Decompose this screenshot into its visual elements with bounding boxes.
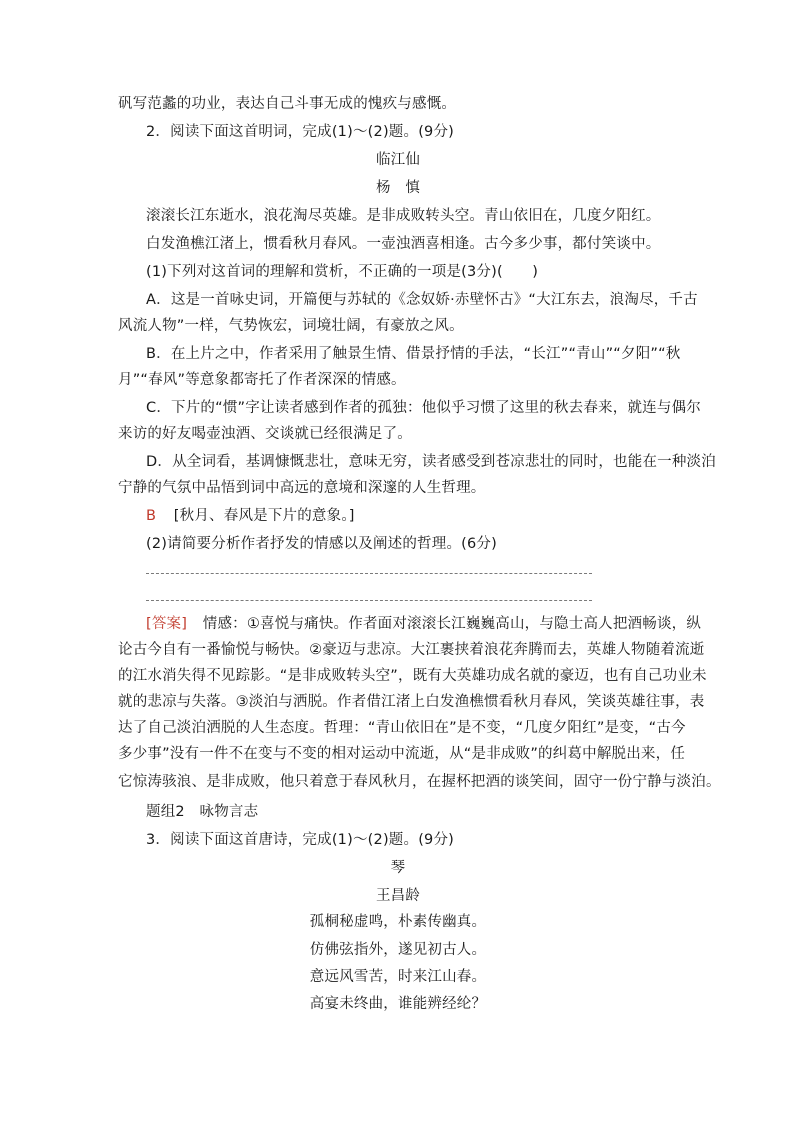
poem-author: 杨 慎 <box>375 180 421 196</box>
poem-line: 意远风雪苦，时来江山春。 <box>309 969 487 985</box>
answer-text: 的江水消失得不见踪影。“是非成败转头空”，既有大英雄功成名就的豪迈，也有自己功业未 <box>118 668 707 684</box>
poem-line: 孤桐秘虚鸣，朴素传幽真。 <box>309 914 487 930</box>
option-c: C．下片的“惯”字让读者感到作者的孤独：他似乎习惯了这里的秋去春来，就连与偶尔 <box>146 400 701 416</box>
section-heading: 题组2 咏物言志 <box>146 804 259 820</box>
poem-line: 高宴未终曲，谁能辨经纶？ <box>309 996 487 1012</box>
option-a-continued: 风流人物”一样，气势恢宏，词境壮阔，有豪放之风。 <box>118 318 464 334</box>
poem-title: 琴 <box>390 860 406 876</box>
answer-tag: [答案] <box>146 616 188 632</box>
answer-blank-line <box>146 600 592 601</box>
answer-line-1 <box>146 506 355 526</box>
poem-title: 临江仙 <box>375 152 421 168</box>
option-d: D．从全词看，基调慷慨悲壮，意味无穷，读者感受到苍凉悲壮的同时，也能在一种淡泊 <box>146 454 716 470</box>
answer-text: 它惊涛骇浪、是非成败，他只着意于春风秋月，在握杯把酒的谈笑间，固守一份宁静与淡泊。 <box>118 774 721 790</box>
answer-text: 多少事”没有一件不在变与不变的相对运动中流逝，从“是非成败”的纠葛中解脱出来，任 <box>118 746 686 762</box>
poem-author: 王昌龄 <box>375 888 421 904</box>
option-b: B．在上片之中，作者采用了触景生情、借景抒情的手法，“长江”“青山”“夕阳”“秋 <box>146 346 681 362</box>
sub-question-1: (1)下列对这首词的理解和赏析，不正确的一项是(3分)( ) <box>146 264 539 280</box>
option-d-continued: 宁静的气氛中品悟到词中高远的意境和深邃的人生哲理。 <box>118 480 486 496</box>
option-a: A．这是一首咏史词，开篇便与苏轼的《念奴娇·赤壁怀古》“大江东去，浪淘尽，千古 <box>146 292 698 308</box>
answer-blank-line <box>146 573 592 574</box>
poem-line: 滚滚长江东逝水，浪花淘尽英雄。是非成败转头空。青山依旧在，几度夕阳红。 <box>146 208 661 224</box>
answer-text: 论古今自有一番愉悦与畅快。②豪迈与悲凉。大江裹挟着浪花奔腾而去，英雄人物随着流逝 <box>118 642 705 658</box>
question-3-prompt: 3．阅读下面这首唐诗，完成(1)～(2)题。(9分) <box>146 832 455 848</box>
poem-line: 仿佛弦指外，遂见初古人。 <box>309 942 487 958</box>
option-b-continued: 月”“春风”等意象都寄托了作者深深的情感。 <box>118 372 406 388</box>
answer-text: 达了自己淡泊洒脱的人生态度。哲理：“青山依旧在”是不变，“几度夕阳红”是变，“古今 <box>118 720 686 736</box>
sub-question-2: (2)请简要分析作者抒发的情感以及阐述的哲理。(6分) <box>146 536 497 552</box>
question-2-prompt: 2．阅读下面这首明词，完成(1)～(2)题。(9分) <box>146 124 455 140</box>
answer-text: 就的悲凉与失落。③淡泊与洒脱。作者借江渚上白发渔樵惯看秋月春风，笑谈英雄往事，表 <box>118 694 705 710</box>
option-c-continued: 来访的好友喝壶浊酒、交谈就已经很满足了。 <box>118 426 412 442</box>
answer-text: 情感：①喜悦与痛快。作者面对滚滚长江巍巍高山，与隐士高人把酒畅谈，纵 <box>202 616 702 632</box>
poem-line: 白发渔樵江渚上，惯看秋月春风。一壶浊酒喜相逢。古今多少事，都付笑谈中。 <box>146 236 661 252</box>
answer-paragraph-start <box>146 614 701 634</box>
text-line: 矾写范蠡的功业，表达自己斗事无成的愧疚与感慨。 <box>118 96 457 112</box>
answer-letter: B <box>146 508 157 524</box>
answer-explanation: [秋月、春风是下片的意象。] <box>173 508 355 524</box>
